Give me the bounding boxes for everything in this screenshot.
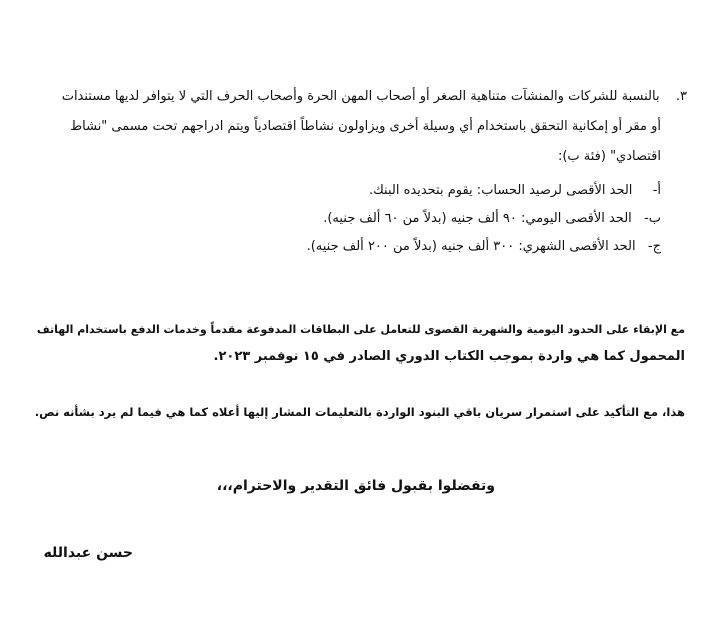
signature-name: حسن عبدالله	[43, 545, 133, 561]
item3-line1	[62, 88, 687, 106]
limit-text: الحد الأقصى اليومي: ٩٠ ألف جنيه (بدلاً من ٦٠ ألف جنيه).	[323, 211, 632, 226]
paragraph-limits-line2: المحمول كما هي واردة بموجب الكتاب الدوري الصادر في ١٥ نوفمبر ٢٠٢٣.	[213, 349, 685, 364]
closing-salutation: وتفضلوا بقبول فائق التقدير والاحترام،،،	[216, 478, 495, 494]
item3-text-line1: بالنسبة للشركات والمنشآت متناهية الصغر أو أصحاب المهن الحرة وأصحاب الحرف التي لا يتوافر لديها مستندات	[61, 89, 660, 104]
limit-marker: أ-	[652, 183, 661, 198]
item3-line2: أو مقر أو إمكانية التحقق باستخدام أي وسيلة أخرى ويزاولون نشاطاً اقتصادياً ويتم ادراجهم تحت مسمى "نشاط	[70, 119, 661, 134]
paragraph-limits-line1: مع الإبقاء على الحدود اليومية والشهرية القصوى للتعامل على البطاقات المدفوعة مقدماً وخدمات الدفع باستخدام الهاتف	[36, 323, 685, 336]
limit-item-b	[323, 210, 661, 228]
item3-number: ٣.	[675, 89, 687, 104]
limit-item-a	[369, 182, 661, 200]
item3-line3: اقتصادي" (فئة ب):	[557, 149, 661, 164]
limit-item-c	[307, 238, 661, 256]
limit-text: الحد الأقصى الشهري: ٣٠٠ ألف جنيه (بدلاً من ٢٠٠ ألف جنيه).	[306, 239, 636, 254]
paragraph-confirm: هذا، مع التأكيد على استمرار سريان باقي البنود الواردة بالتعليمات المشار إليها أعلاه كما هي فيما لم يرد بشأنه نص.	[34, 405, 685, 419]
limit-marker: ج-	[647, 239, 661, 254]
limit-text: الحد الأقصى لرصيد الحساب: يقوم بتحديده البنك.	[368, 183, 633, 198]
limit-marker: ب-	[644, 211, 661, 226]
